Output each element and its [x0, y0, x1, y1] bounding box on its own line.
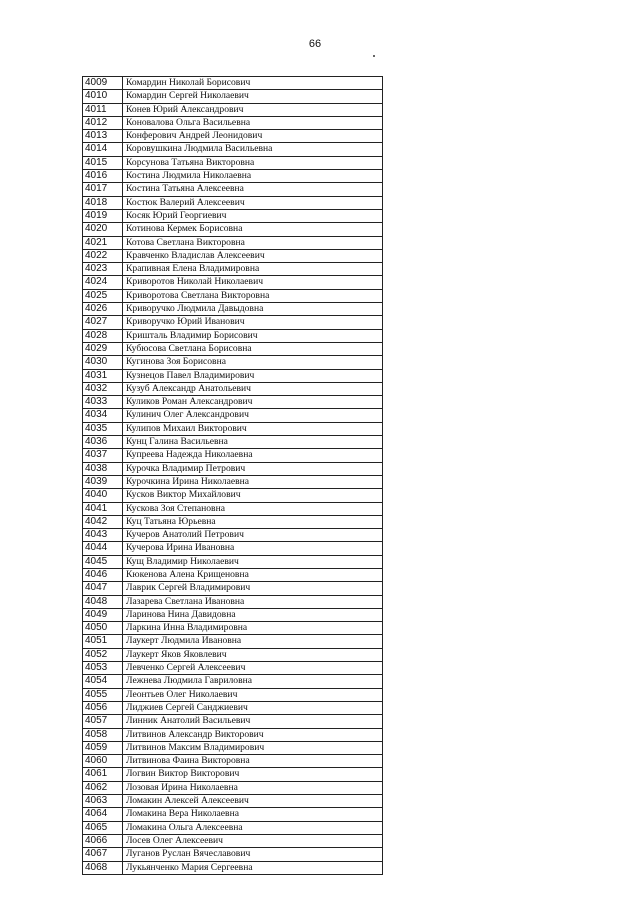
- table-row: [83, 156, 383, 169]
- full-name-cell: Ломакин Алексей Алексеевич: [123, 795, 383, 808]
- row-number-cell: 4012: [83, 116, 123, 129]
- row-number-cell: 4047: [83, 582, 123, 595]
- full-name-cell: Луганов Руслан Вячеславович: [123, 848, 383, 861]
- row-number-cell: 4061: [83, 768, 123, 781]
- full-name-cell: Литвинова Фаина Викторовна: [123, 755, 383, 768]
- full-name-cell: Кулипов Михаил Викторович: [123, 422, 383, 435]
- full-name-cell: Котинова Кермек Борисовна: [123, 223, 383, 236]
- full-name-cell: Кришталь Владимир Борисович: [123, 329, 383, 342]
- row-number-cell: 4048: [83, 595, 123, 608]
- row-number-cell: 4065: [83, 821, 123, 834]
- table-row: [83, 409, 383, 422]
- full-name-cell: Куликов Роман Александрович: [123, 396, 383, 409]
- table-row: [83, 462, 383, 475]
- table-row: [83, 489, 383, 502]
- row-number-cell: 4068: [83, 861, 123, 874]
- table-row: [83, 582, 383, 595]
- table-row: [83, 329, 383, 342]
- table-row: [83, 622, 383, 635]
- full-name-cell: Купреева Надежда Николаевна: [123, 449, 383, 462]
- full-name-cell: Костина Людмила Николаевна: [123, 170, 383, 183]
- row-number-cell: 4057: [83, 715, 123, 728]
- full-name-cell: Крапивная Елена Владимировна: [123, 263, 383, 276]
- full-name-cell: Криворучко Людмила Давыдовна: [123, 303, 383, 316]
- row-number-cell: 4020: [83, 223, 123, 236]
- table-row: [83, 781, 383, 794]
- row-number-cell: 4025: [83, 289, 123, 302]
- full-name-cell: Лукьянченко Мария Сергеевна: [123, 861, 383, 874]
- full-name-cell: Кузнецов Павел Владимирович: [123, 369, 383, 382]
- full-name-cell: Криворотов Николай Николаевич: [123, 276, 383, 289]
- table-row: [83, 276, 383, 289]
- scan-speck: [373, 55, 375, 57]
- full-name-cell: Кулинич Олег Александрович: [123, 409, 383, 422]
- row-number-cell: 4015: [83, 156, 123, 169]
- table-row: [83, 715, 383, 728]
- full-name-cell: Куц Татьяна Юрьевна: [123, 515, 383, 528]
- row-number-cell: 4041: [83, 502, 123, 515]
- row-number-cell: 4040: [83, 489, 123, 502]
- full-name-cell: Кучеров Анатолий Петрович: [123, 529, 383, 542]
- full-name-cell: Криворотова Светлана Викторовна: [123, 289, 383, 302]
- row-number-cell: 4028: [83, 329, 123, 342]
- name-roster-table: [82, 76, 383, 875]
- row-number-cell: 4046: [83, 568, 123, 581]
- full-name-cell: Логвин Виктор Викторович: [123, 768, 383, 781]
- table-row: [83, 515, 383, 528]
- row-number-cell: 4043: [83, 529, 123, 542]
- row-number-cell: 4030: [83, 356, 123, 369]
- row-number-cell: 4052: [83, 648, 123, 661]
- table-row: [83, 449, 383, 462]
- row-number-cell: 4021: [83, 236, 123, 249]
- table-row: [83, 808, 383, 821]
- full-name-cell: Литвинов Александр Викторович: [123, 728, 383, 741]
- full-name-cell: Лаукерт Яков Яковлевич: [123, 648, 383, 661]
- full-name-cell: Лиджиев Сергей Санджиевич: [123, 701, 383, 714]
- row-number-cell: 4010: [83, 90, 123, 103]
- full-name-cell: Ломакина Ольга Алексеевна: [123, 821, 383, 834]
- table-row: [83, 90, 383, 103]
- row-number-cell: 4024: [83, 276, 123, 289]
- row-number-cell: 4032: [83, 382, 123, 395]
- row-number-cell: 4013: [83, 130, 123, 143]
- table-row: [83, 143, 383, 156]
- table-row: [83, 834, 383, 847]
- row-number-cell: 4023: [83, 263, 123, 276]
- full-name-cell: Кюкенова Алена Крищеновна: [123, 568, 383, 581]
- full-name-cell: Кущ Владимир Николаевич: [123, 555, 383, 568]
- roster-body: [83, 77, 383, 875]
- row-number-cell: 4018: [83, 196, 123, 209]
- row-number-cell: 4054: [83, 675, 123, 688]
- full-name-cell: Леонтьев Олег Николаевич: [123, 688, 383, 701]
- row-number-cell: 4050: [83, 622, 123, 635]
- page-number: 66: [308, 38, 322, 50]
- row-number-cell: 4011: [83, 103, 123, 116]
- table-row: [83, 422, 383, 435]
- row-number-cell: 4038: [83, 462, 123, 475]
- table-row: [83, 861, 383, 874]
- full-name-cell: Лосев Олег Алексеевич: [123, 834, 383, 847]
- table-row: [83, 795, 383, 808]
- full-name-cell: Конев Юрий Александрович: [123, 103, 383, 116]
- row-number-cell: 4017: [83, 183, 123, 196]
- row-number-cell: 4056: [83, 701, 123, 714]
- row-number-cell: 4027: [83, 316, 123, 329]
- table-row: [83, 356, 383, 369]
- table-row: [83, 249, 383, 262]
- table-row: [83, 755, 383, 768]
- full-name-cell: Коровушкина Людмила Васильевна: [123, 143, 383, 156]
- table-row: [83, 648, 383, 661]
- full-name-cell: Ларкина Инна Владимировна: [123, 622, 383, 635]
- table-row: [83, 555, 383, 568]
- full-name-cell: Костюк Валерий Алексеевич: [123, 196, 383, 209]
- full-name-cell: Косяк Юрий Георгиевич: [123, 209, 383, 222]
- row-number-cell: 4042: [83, 515, 123, 528]
- full-name-cell: Кугинова Зоя Борисовна: [123, 356, 383, 369]
- row-number-cell: 4026: [83, 303, 123, 316]
- table-row: [83, 728, 383, 741]
- row-number-cell: 4060: [83, 755, 123, 768]
- row-number-cell: 4053: [83, 662, 123, 675]
- table-row: [83, 436, 383, 449]
- row-number-cell: 4029: [83, 342, 123, 355]
- row-number-cell: 4035: [83, 422, 123, 435]
- table-row: [83, 848, 383, 861]
- full-name-cell: Котова Светлана Викторовна: [123, 236, 383, 249]
- row-number-cell: 4059: [83, 741, 123, 754]
- full-name-cell: Лазарева Светлана Ивановна: [123, 595, 383, 608]
- full-name-cell: Ларинова Нина Давидовна: [123, 608, 383, 621]
- full-name-cell: Линник Анатолий Васильевич: [123, 715, 383, 728]
- table-row: [83, 821, 383, 834]
- row-number-cell: 4062: [83, 781, 123, 794]
- row-number-cell: 4058: [83, 728, 123, 741]
- full-name-cell: Комардин Сергей Николаевич: [123, 90, 383, 103]
- table-row: [83, 382, 383, 395]
- row-number-cell: 4049: [83, 608, 123, 621]
- table-row: [83, 688, 383, 701]
- full-name-cell: Кучерова Ирина Ивановна: [123, 542, 383, 555]
- table-row: [83, 77, 383, 90]
- row-number-cell: 4044: [83, 542, 123, 555]
- full-name-cell: Кускова Зоя Степановна: [123, 502, 383, 515]
- table-row: [83, 741, 383, 754]
- table-row: [83, 768, 383, 781]
- row-number-cell: 4066: [83, 834, 123, 847]
- table-row: [83, 595, 383, 608]
- full-name-cell: Лозовая Ирина Николаевна: [123, 781, 383, 794]
- row-number-cell: 4019: [83, 209, 123, 222]
- full-name-cell: Литвинов Максим Владимирович: [123, 741, 383, 754]
- row-number-cell: 4009: [83, 77, 123, 90]
- full-name-cell: Лежнева Людмила Гавриловна: [123, 675, 383, 688]
- table-row: [83, 502, 383, 515]
- full-name-cell: Курочка Владимир Петрович: [123, 462, 383, 475]
- row-number-cell: 4051: [83, 635, 123, 648]
- row-number-cell: 4031: [83, 369, 123, 382]
- row-number-cell: 4063: [83, 795, 123, 808]
- row-number-cell: 4034: [83, 409, 123, 422]
- table-row: [83, 316, 383, 329]
- full-name-cell: Коновалова Ольга Васильевна: [123, 116, 383, 129]
- table-row: [83, 236, 383, 249]
- table-row: [83, 196, 383, 209]
- row-number-cell: 4016: [83, 170, 123, 183]
- full-name-cell: Кунц Галина Васильевна: [123, 436, 383, 449]
- full-name-cell: Левченко Сергей Алексеевич: [123, 662, 383, 675]
- row-number-cell: 4039: [83, 475, 123, 488]
- full-name-cell: Кравченко Владислав Алексеевич: [123, 249, 383, 262]
- table-row: [83, 662, 383, 675]
- table-row: [83, 635, 383, 648]
- table-row: [83, 209, 383, 222]
- table-row: [83, 183, 383, 196]
- table-row: [83, 568, 383, 581]
- full-name-cell: Курочкина Ирина Николаевна: [123, 475, 383, 488]
- row-number-cell: 4036: [83, 436, 123, 449]
- table-row: [83, 369, 383, 382]
- table-row: [83, 263, 383, 276]
- full-name-cell: Костина Татьяна Алексеевна: [123, 183, 383, 196]
- row-number-cell: 4037: [83, 449, 123, 462]
- table-row: [83, 170, 383, 183]
- row-number-cell: 4033: [83, 396, 123, 409]
- table-row: [83, 701, 383, 714]
- table-row: [83, 542, 383, 555]
- table-row: [83, 529, 383, 542]
- full-name-cell: Лаукерт Людмила Ивановна: [123, 635, 383, 648]
- full-name-cell: Кузуб Александр Анатольевич: [123, 382, 383, 395]
- full-name-cell: Корсунова Татьяна Викторовна: [123, 156, 383, 169]
- full-name-cell: Конферович Андрей Леонидович: [123, 130, 383, 143]
- table-row: [83, 675, 383, 688]
- table-row: [83, 608, 383, 621]
- table-row: [83, 475, 383, 488]
- full-name-cell: Лаврик Сергей Владимирович: [123, 582, 383, 595]
- table-row: [83, 396, 383, 409]
- row-number-cell: 4064: [83, 808, 123, 821]
- full-name-cell: Криворучко Юрий Иванович: [123, 316, 383, 329]
- full-name-cell: Кусков Виктор Михайлович: [123, 489, 383, 502]
- table-row: [83, 303, 383, 316]
- table-row: [83, 223, 383, 236]
- row-number-cell: 4055: [83, 688, 123, 701]
- row-number-cell: 4022: [83, 249, 123, 262]
- row-number-cell: 4045: [83, 555, 123, 568]
- row-number-cell: 4067: [83, 848, 123, 861]
- table-row: [83, 289, 383, 302]
- table-row: [83, 130, 383, 143]
- full-name-cell: Кубюсова Светлана Борисовна: [123, 342, 383, 355]
- full-name-cell: Ломакина Вера Николаевна: [123, 808, 383, 821]
- table-row: [83, 103, 383, 116]
- table-row: [83, 342, 383, 355]
- row-number-cell: 4014: [83, 143, 123, 156]
- full-name-cell: Комардин Николай Борисович: [123, 77, 383, 90]
- table-row: [83, 116, 383, 129]
